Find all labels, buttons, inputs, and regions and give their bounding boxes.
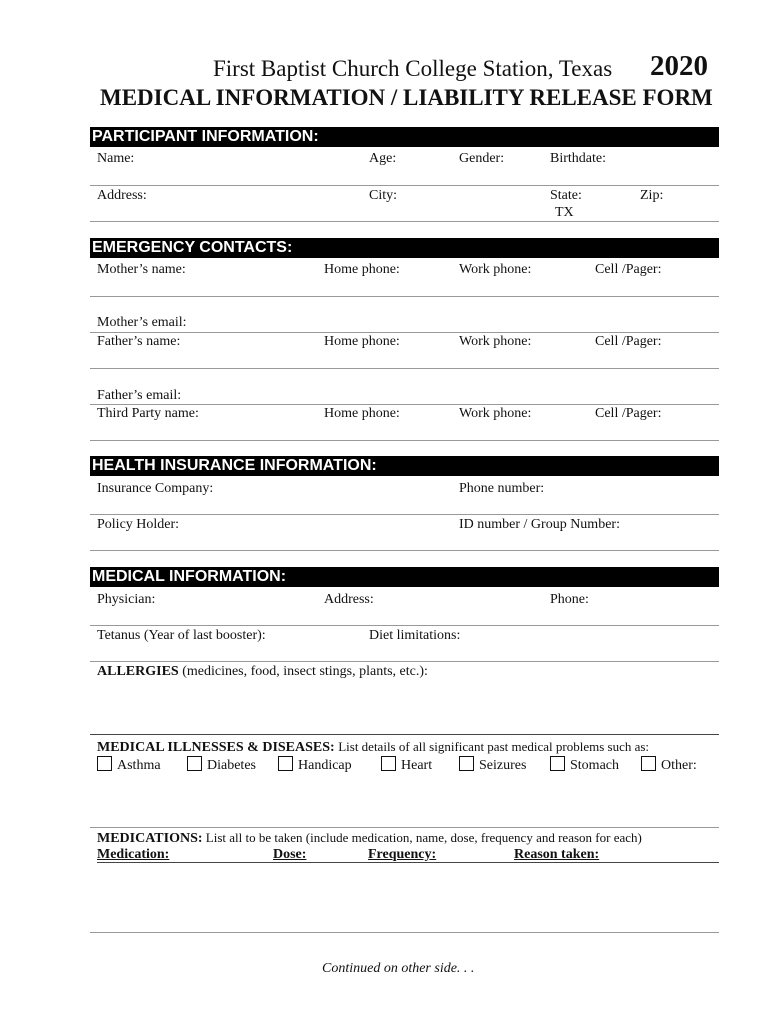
form-year: 2020 — [650, 50, 708, 82]
allergies-description: (medicines, food, insect stings, plants, etc.): — [178, 664, 428, 679]
mother-email-label: Mother’s email: — [97, 315, 187, 330]
medical-section-title: MEDICAL INFORMATION: — [92, 568, 287, 585]
allergies-label — [97, 664, 428, 680]
col-frequency: Frequency: — [368, 847, 437, 862]
zip-label: Zip: — [640, 188, 664, 203]
medical-section-header — [90, 567, 719, 587]
condition-diabetes[interactable] — [187, 756, 256, 774]
form-title: MEDICAL INFORMATION / LIABILITY RELEASE FORM — [100, 85, 713, 110]
address-label: Address: — [97, 188, 147, 203]
participant-section-title: PARTICIPANT INFORMATION: — [92, 128, 319, 145]
insurance-section-title: HEALTH INSURANCE INFORMATION: — [92, 457, 377, 474]
medications-header-underline — [97, 862, 719, 863]
cell-pager-label: Cell /Pager: — [595, 334, 662, 349]
divider — [90, 368, 719, 369]
insurance-company-label: Insurance Company: — [97, 481, 214, 496]
illness-description: List details of all significant past medical problems such as: — [338, 739, 650, 754]
condition-label: Heart — [401, 758, 433, 773]
condition-stomach[interactable] — [550, 756, 619, 774]
policy-holder-label: Policy Holder: — [97, 517, 180, 532]
id-group-label: ID number / Group Number: — [459, 517, 620, 532]
divider — [90, 661, 719, 662]
work-phone-label: Work phone: — [459, 334, 532, 349]
col-reason: Reason taken: — [514, 847, 600, 862]
home-phone-label: Home phone: — [324, 334, 400, 349]
condition-heart[interactable] — [381, 756, 432, 774]
checkbox[interactable] — [278, 756, 293, 771]
divider — [90, 932, 719, 933]
father-name-label: Father’s name: — [97, 334, 181, 349]
emergency-section-header — [90, 238, 719, 258]
insurance-section-header — [90, 456, 719, 476]
condition-label: Other: — [661, 758, 697, 773]
condition-label: Asthma — [117, 758, 161, 773]
father-email-label: Father’s email: — [97, 388, 182, 403]
mother-name-label: Mother’s name: — [97, 262, 186, 277]
physician-label: Physician: — [97, 592, 156, 607]
insurance-phone-label: Phone number: — [459, 481, 545, 496]
continued-note: Continued on other side. . . — [322, 961, 475, 976]
participant-section-header — [90, 127, 719, 147]
condition-label: Stomach — [570, 758, 619, 773]
birthdate-label: Birthdate: — [550, 151, 606, 166]
divider — [90, 550, 719, 551]
medications-heading — [97, 830, 642, 847]
work-phone-label: Work phone: — [459, 406, 532, 421]
state-label: State: — [550, 188, 582, 203]
name-label: Name: — [97, 151, 135, 166]
condition-label: Seizures — [479, 758, 527, 773]
illness-title: MEDICAL ILLNESSES & DISEASES: — [97, 740, 335, 755]
diet-label: Diet limitations: — [369, 628, 461, 643]
cell-pager-label: Cell /Pager: — [595, 406, 662, 421]
checkbox[interactable] — [381, 756, 396, 771]
divider — [90, 185, 719, 186]
checkbox[interactable] — [187, 756, 202, 771]
condition-label: Handicap — [298, 758, 352, 773]
illness-heading — [97, 739, 649, 756]
divider — [90, 734, 719, 735]
state-value: TX — [555, 205, 574, 220]
medications-description: List all to be taken (include medication, name, dose, frequency and reason for each) — [202, 830, 642, 845]
divider — [90, 625, 719, 626]
checkbox[interactable] — [641, 756, 656, 771]
condition-other[interactable] — [641, 756, 697, 774]
condition-handicap[interactable] — [278, 756, 352, 774]
cell-pager-label: Cell /Pager: — [595, 262, 662, 277]
checkbox[interactable] — [97, 756, 112, 771]
condition-seizures[interactable] — [459, 756, 526, 774]
church-name: First Baptist Church College Station, Texas — [213, 56, 613, 81]
city-label: City: — [369, 188, 398, 203]
age-label: Age: — [369, 151, 397, 166]
work-phone-label: Work phone: — [459, 262, 532, 277]
divider — [90, 514, 719, 515]
checkbox[interactable] — [459, 756, 474, 771]
physician-address-label: Address: — [324, 592, 374, 607]
third-party-label: Third Party name: — [97, 406, 199, 421]
physician-phone-label: Phone: — [550, 592, 589, 607]
home-phone-label: Home phone: — [324, 262, 400, 277]
divider — [90, 440, 719, 441]
condition-label: Diabetes — [207, 758, 256, 773]
allergies-title: ALLERGIES — [97, 664, 179, 679]
divider — [90, 332, 719, 333]
col-medication: Medication: — [97, 847, 170, 862]
divider — [90, 221, 719, 222]
col-dose: Dose: — [273, 847, 307, 862]
divider — [90, 404, 719, 405]
tetanus-label: Tetanus (Year of last booster): — [97, 628, 266, 643]
divider — [90, 296, 719, 297]
medications-title: MEDICATIONS: — [97, 831, 203, 846]
checkbox[interactable] — [550, 756, 565, 771]
condition-asthma[interactable] — [97, 756, 161, 774]
home-phone-label: Home phone: — [324, 406, 400, 421]
divider — [90, 827, 719, 828]
gender-label: Gender: — [459, 151, 505, 166]
emergency-section-title: EMERGENCY CONTACTS: — [92, 239, 293, 256]
